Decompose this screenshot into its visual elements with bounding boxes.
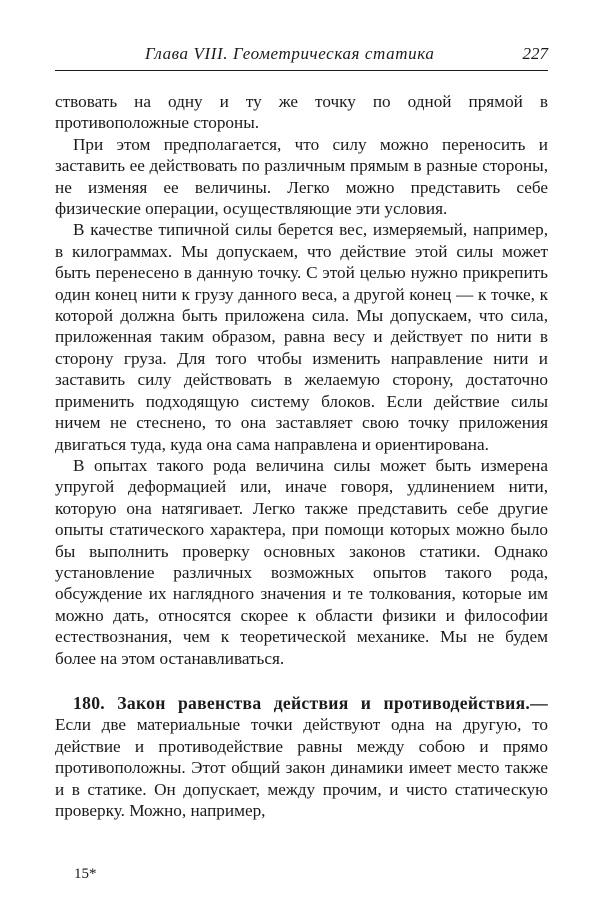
page-body [55, 91, 548, 821]
paragraph: В опытах такого рода величина силы может быть измерена упругой деформацией или, иначе говоря, удлинением нити, которую она натягивает. Легко также представить себе другие опыты статического характера, при помощи которых можно было бы выполнить проверку основных законов статики. Однако установление различных возможных опытов такого рода, обсуждение их наглядного значения и те толкования, которые им можно дать, относятся скорее к области физики и философии естествознания, чем к теоретической механике. Мы не будем более на этом останавливаться. [55, 455, 548, 668]
section-paragraph [55, 693, 548, 821]
paragraph: В качестве типичной силы берется вес, измеряемый, например, в килограммах. Мы допускаем, что действие этой силы может быть перенесено в данную точку. С этой целью нужно прикрепить один конец нити к грузу данного веса, а другой конец — к точке, к которой должна быть приложена сила. Мы допускаем, что сила, приложенная таким образом, равна весу и действует по нити в сторону груза. Для того чтобы изменить направление нити и заставить силу действовать в желаемую сторону, достаточно применить подходящую систему блоков. Если действие силы ничем не стеснено, то она заставляет свою точку приложения двигаться туда, куда она сама направлена и ориентирована. [55, 220, 548, 454]
paragraph: При этом предполагается, что силу можно переносить и заставить ее действовать по различным прямым в разные стороны, не изменяя ее величины. Легко можно представить себе физические операции, осуществляющие эти условия. [55, 134, 548, 219]
page-number: 227 [522, 44, 548, 63]
section-title: 180. Закон равенства действия и противодействия.— [73, 692, 548, 713]
section-gap [55, 669, 548, 693]
header-rule [55, 70, 548, 71]
section-text: Если две материальные точки действуют одна на другую, то действие и противодействие равны между собою и прямо противоположны. Этот общий закон динамики имеет место также и в статике. Он допускает, между прочим, и чисто статическую проверку. Можно, например, [55, 715, 548, 820]
running-head: Глава VIII. Геометрическая статика [145, 44, 435, 63]
page-header [55, 44, 548, 70]
paragraph-continuation: ствовать на одну и ту же точку по одной прямой в противоположные стороны. [55, 92, 548, 133]
signature-mark: 15* [74, 866, 97, 882]
